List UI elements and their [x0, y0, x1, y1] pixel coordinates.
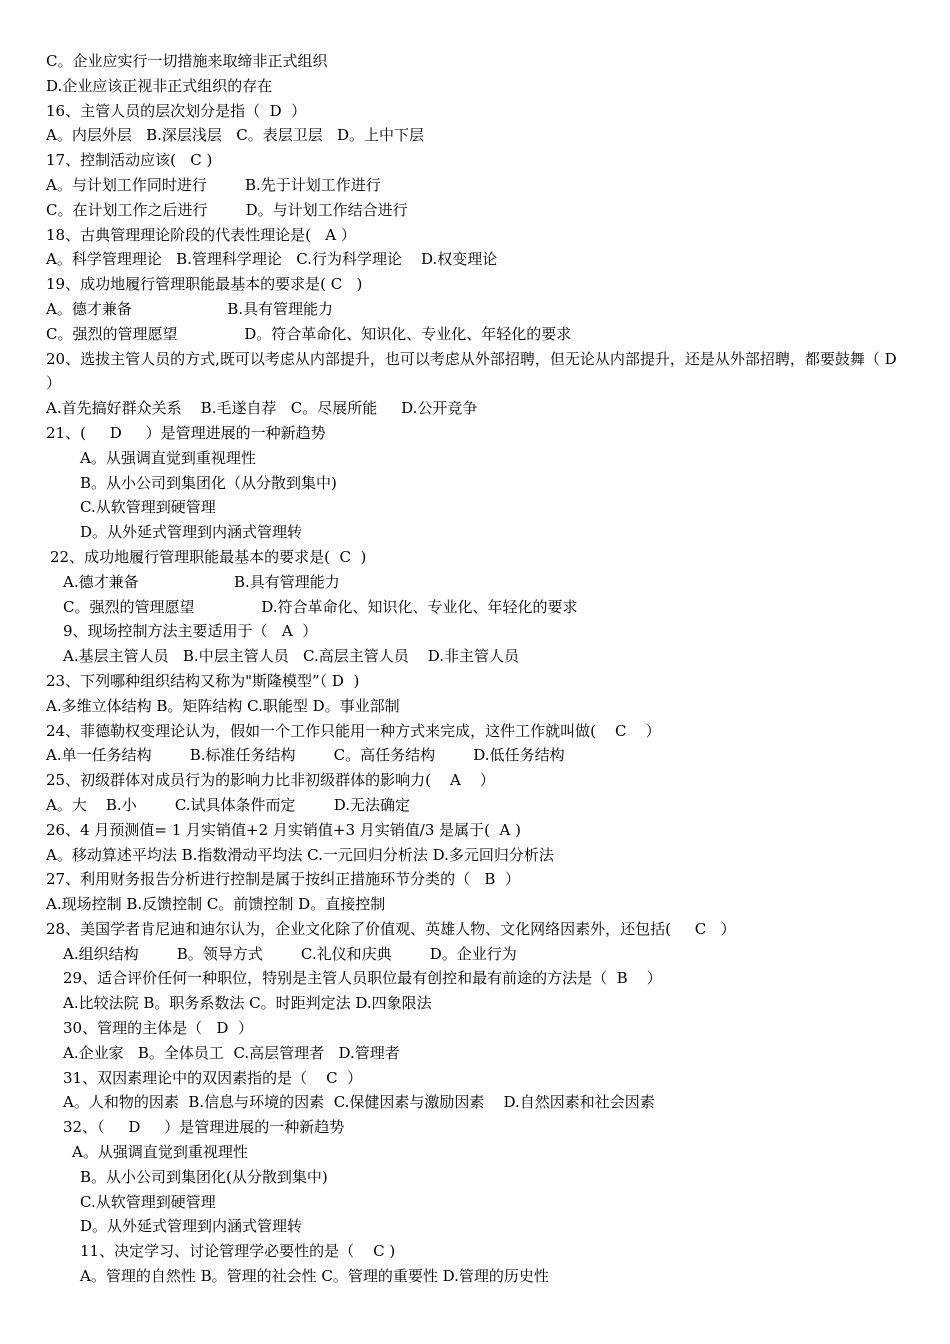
text-line: 19、成功地履行管理职能最基本的要求是( C ): [46, 275, 363, 294]
text-line: 30、管理的主体是（ D ）: [63, 1019, 253, 1038]
text-line: C.从软管理到硬管理: [80, 498, 216, 517]
text-line: 28、美国学者肯尼迪和迪尔认为，企业文化除了价值观、英雄人物、文化网络因素外，还包括( C ）: [46, 919, 736, 938]
text-line: 11、决定学习、讨论管理学必要性的是（ C ): [80, 1242, 396, 1261]
text-line: 9、现场控制方法主要适用于（ A ）: [63, 622, 318, 641]
text-line: 27、利用财务报告分析进行控制是属于按纠正措施环节分类的（ B ）: [46, 870, 520, 889]
text-line: 23、下列哪种组织结构又称为"斯隆模型”（ D ): [46, 671, 360, 690]
text-line: A。大 B.小 C.试具体条件而定 D.无法确定: [46, 795, 410, 814]
text-line: 29、适合评价任何一种职位，特别是主管人员职位最有创控和最有前途的方法是（ B ）: [63, 969, 662, 988]
text-line: 22、成功地履行管理职能最基本的要求是( C ): [50, 547, 367, 566]
text-line: A.现场控制 B.反馈控制 C。前馈控制 D。直接控制: [46, 895, 386, 914]
text-line: 31、双因素理论中的双因素指的是（ C ）: [63, 1068, 363, 1087]
text-line: 17、控制活动应该( C ): [46, 151, 213, 170]
text-line: A。从强调直觉到重视理性: [72, 1143, 248, 1162]
text-line: A。从强调直觉到重视理性: [80, 448, 256, 467]
text-line: B。从小公司到集团化（从分散到集中): [80, 473, 337, 492]
text-line: 24、菲德勒权变理论认为，假如一个工作只能用一种方式来完成，这件工作就叫做( C ）: [46, 721, 661, 740]
text-line: A。管理的自然性 B。管理的社会性 C。管理的重要性 D.管理的历史性: [80, 1267, 549, 1286]
text-line: D.企业应该正视非正式组织的存在: [46, 76, 273, 95]
text-line: C。强烈的管理愿望 D.符合革命化、知识化、专业化、年轻化的要求: [63, 597, 578, 616]
text-line: 26、4 月预测值= 1 月实销值+2 月实销值+3 月实销值/3 是属于( A ): [46, 820, 522, 839]
text-line: B。从小公司到集团化(从分散到集中): [80, 1167, 328, 1186]
text-line: 21、( D ）是管理进展的一种新趋势: [46, 423, 326, 442]
text-line: A.企业家 B。全体员工 C.高层管理者 D.管理者: [63, 1043, 400, 1062]
text-line: A.首先搞好群众关系 B.毛遂自荐 C。尽展所能 D.公开竞争: [46, 399, 478, 418]
text-line: A.组织结构 B。领导方式 C.礼仪和庆典 D。企业行为: [63, 944, 517, 963]
text-line: A.多维立体结构 B。矩阵结构 C.职能型 D。事业部制: [46, 696, 400, 715]
text-line: 16、主管人员的层次划分是指（ D ）: [46, 101, 307, 120]
document-body: [0, 49, 950, 1289]
text-line: 32、（ D ）是管理进展的一种新趋势: [63, 1118, 345, 1137]
text-line: A.比较法院 B。职务系数法 C。时距判定法 D.四象限法: [63, 994, 432, 1013]
text-line: 25、初级群体对成员行为的影响力比非初级群体的影响力( A ）: [46, 771, 495, 790]
text-line: C.从软管理到硬管理: [80, 1192, 216, 1211]
text-line: C。在计划工作之后进行 D。与计划工作结合进行: [46, 200, 408, 219]
text-line: D。从外延式管理到内涵式管理转: [80, 523, 303, 542]
text-line: A。与计划工作同时进行 B.先于计划工作进行: [46, 175, 381, 194]
text-line: A。科学管理理论 B.管理科学理论 C.行为科学理论 D.权变理论: [46, 250, 498, 269]
text-line: A.单一任务结构 B.标准任务结构 C。高任务结构 D.低任务结构: [46, 746, 565, 765]
text-line: D。从外延式管理到内涵式管理转: [80, 1217, 303, 1236]
text-line: A。人和物的因素 B.信息与环境的因素 C.保健因素与激励因素 D.自然因素和社会因素: [63, 1093, 655, 1112]
text-line: C。企业应实行一切措施来取缔非正式组织: [46, 52, 328, 70]
text-line: A.基层主管人员 B.中层主管人员 C.高层主管人员 D.非主管人员: [63, 647, 520, 666]
text-line: A.德才兼备 B.具有管理能力: [63, 572, 340, 591]
text-line: A。德才兼备 B.具有管理能力: [46, 299, 333, 318]
text-line: A。移动算述平均法 B.指数滑动平均法 C.一元回归分析法 D.多元回归分析法: [46, 845, 554, 864]
text-line: 18、古典管理理论阶段的代表性理论是( A ）: [46, 225, 356, 244]
text-line: C。强烈的管理愿望 D。符合革命化、知识化、专业化、年轻化的要求: [46, 324, 572, 343]
text-line: A。内层外层 B.深层浅层 C。表层卫层 D。上中下层: [46, 126, 425, 145]
text-line: 20、选拔主管人员的方式,既可以考虑从内部提升，也可以考虑从外部招聘，但无论从内部提升，还是从外部招聘，都要鼓舞（ D ）: [46, 349, 897, 393]
